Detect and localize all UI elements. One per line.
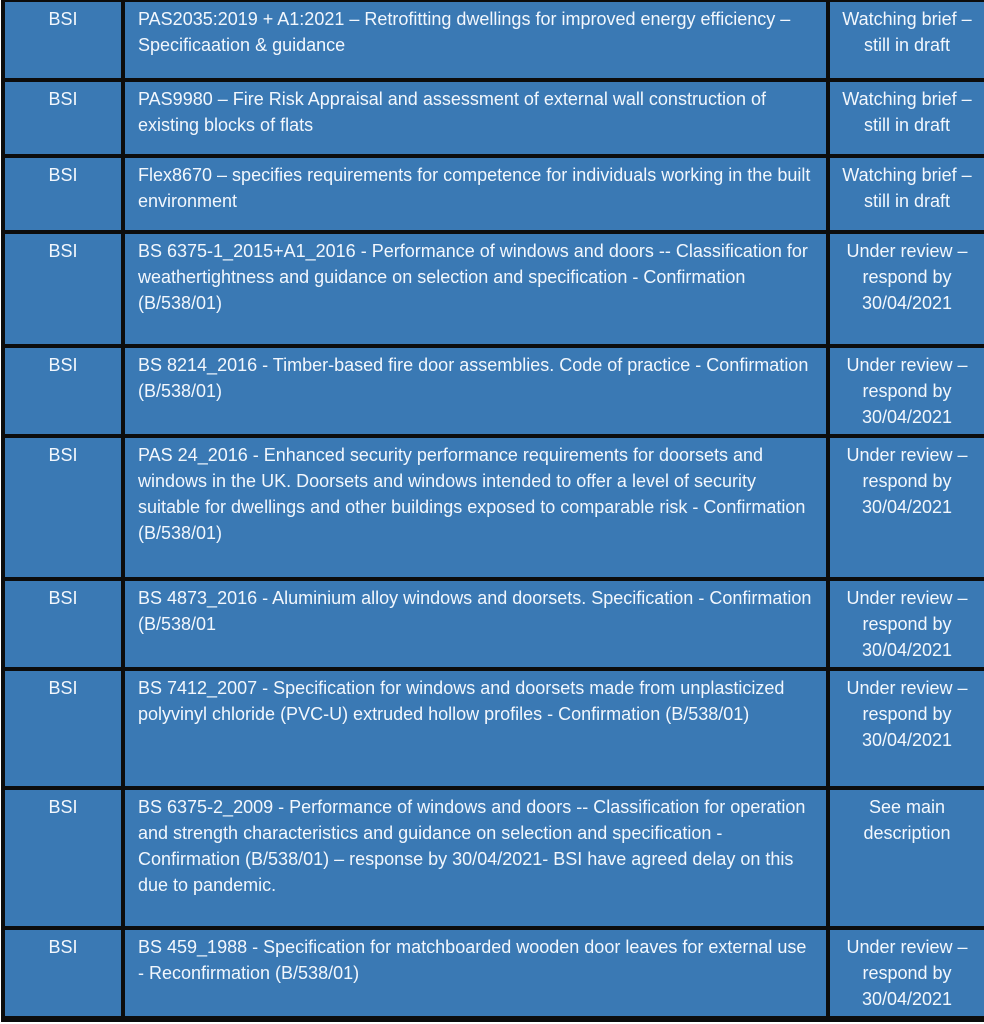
status-cell: Watching brief – still in draft bbox=[828, 156, 984, 232]
status-cell: Under review – respond by 30/04/2021 bbox=[828, 579, 984, 669]
standards-table bbox=[1, 0, 984, 1022]
description-cell: BS 7412_2007 - Specification for windows and doorsets made from unplasticized polyvinyl chloride (PVC-U) extruded hollow profiles - Confirmation (B/538/01) bbox=[123, 669, 828, 788]
org-cell: BSI bbox=[3, 928, 123, 1019]
description-cell: Flex8670 – specifies requirements for competence for individuals working in the built environment bbox=[123, 156, 828, 232]
table-row bbox=[3, 928, 984, 1019]
table-row bbox=[3, 579, 984, 669]
description-cell: BS 4873_2016 - Aluminium alloy windows and doorsets. Specification - Confirmation (B/538/01 bbox=[123, 579, 828, 669]
org-cell: BSI bbox=[3, 346, 123, 436]
table-row bbox=[3, 80, 984, 156]
table-row bbox=[3, 1, 984, 80]
description-cell: BS 6375-2_2009 - Performance of windows and doors -- Classification for operation and strength characteristics and guidance on selection and specification - Confirmation (B/538/01) – response by 30/04/2021- BSI have agreed delay on this due to pandemic. bbox=[123, 788, 828, 928]
description-cell: PAS2035:2019 + A1:2021 – Retrofitting dwellings for improved energy efficiency – Specificaation & guidance bbox=[123, 1, 828, 80]
org-cell: BSI bbox=[3, 669, 123, 788]
org-cell: BSI bbox=[3, 80, 123, 156]
status-cell: Under review – respond by 30/04/2021 bbox=[828, 346, 984, 436]
description-cell: PAS 24_2016 - Enhanced security performance requirements for doorsets and windows in the UK. Doorsets and windows intended to offer a level of security suitable for dwellings and other buildings exposed to comparable risk - Confirmation (B/538/01) bbox=[123, 436, 828, 579]
table-row bbox=[3, 788, 984, 928]
status-cell: Watching brief – still in draft bbox=[828, 1, 984, 80]
status-cell: See main description bbox=[828, 788, 984, 928]
status-cell: Under review – respond by 30/04/2021 bbox=[828, 436, 984, 579]
table-row bbox=[3, 669, 984, 788]
description-cell: BS 8214_2016 - Timber-based fire door assemblies. Code of practice - Confirmation (B/538/01) bbox=[123, 346, 828, 436]
status-cell: Under review – respond by 30/04/2021 bbox=[828, 669, 984, 788]
org-cell: BSI bbox=[3, 788, 123, 928]
org-cell: BSI bbox=[3, 156, 123, 232]
status-cell: Under review – respond by 30/04/2021 bbox=[828, 928, 984, 1019]
org-cell: BSI bbox=[3, 579, 123, 669]
description-cell: BS 459_1988 - Specification for matchboarded wooden door leaves for external use - Reconfirmation (B/538/01) bbox=[123, 928, 828, 1019]
table-row bbox=[3, 156, 984, 232]
table-row bbox=[3, 232, 984, 346]
description-cell: PAS9980 – Fire Risk Appraisal and assessment of external wall construction of existing blocks of flats bbox=[123, 80, 828, 156]
description-cell: BS 6375-1_2015+A1_2016 - Performance of windows and doors -- Classification for weathertightness and guidance on selection and specification - Confirmation (B/538/01) bbox=[123, 232, 828, 346]
org-cell: BSI bbox=[3, 232, 123, 346]
table-row bbox=[3, 346, 984, 436]
standards-table-body bbox=[3, 1, 984, 1019]
status-cell: Watching brief – still in draft bbox=[828, 80, 984, 156]
status-cell: Under review – respond by 30/04/2021 bbox=[828, 232, 984, 346]
org-cell: BSI bbox=[3, 436, 123, 579]
org-cell: BSI bbox=[3, 1, 123, 80]
table-row bbox=[3, 436, 984, 579]
